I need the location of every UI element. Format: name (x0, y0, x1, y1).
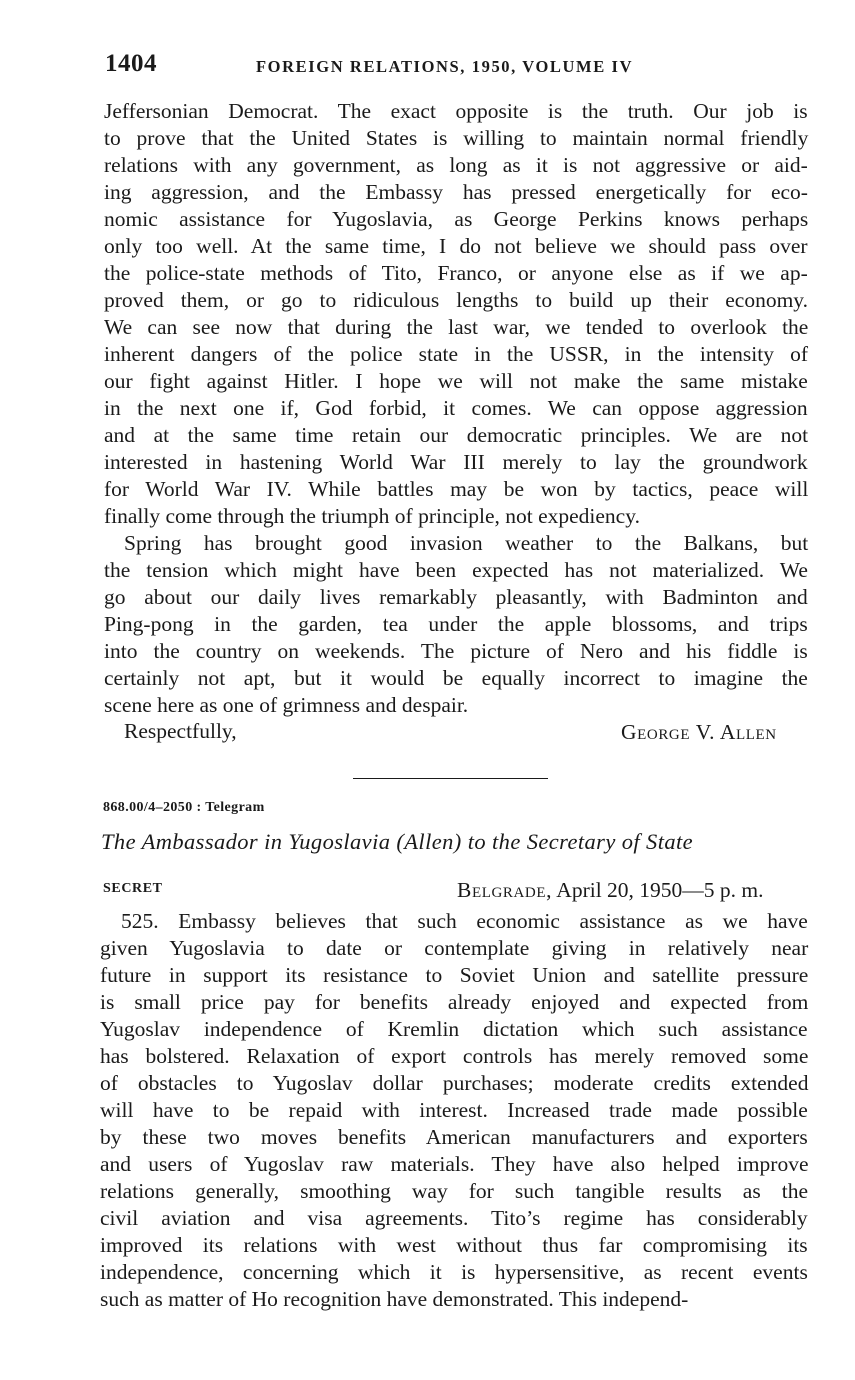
letter-line: proved them, or go to ridiculous lengths to build up their economy. (104, 288, 809, 312)
letter-line: relations with any government, as long as it is not aggressive or aid- (104, 153, 808, 177)
telegram-line: given Yugoslavia to date or contemplate giving in relatively near (100, 936, 809, 960)
section-divider (353, 778, 548, 779)
letter-line: finally come through the triumph of principle, not expediency. (104, 504, 640, 528)
letter-line: in the next one if, God forbid, it comes. We can oppose aggression (104, 396, 808, 420)
letter-line: nomic assistance for Yugoslavia, as George Perkins knows perhaps (104, 207, 809, 231)
telegram-line: improved its relations with west without thus far compromising its (100, 1233, 808, 1257)
dateline (457, 878, 764, 903)
dateline-place: Belgrade, (457, 878, 553, 902)
letter-line: We can see now that during the last war, we tended to overlook the (104, 315, 809, 339)
telegram-line: future in support its resistance to Soviet Union and satellite pressure (100, 963, 809, 987)
telegram-line: will have to be repaid with interest. Increased trade made possible (100, 1098, 808, 1122)
telegram-line: Yugoslav independence of Kremlin dictation which such assistance (100, 1017, 808, 1041)
letter-line: scene here as one of grimness and despair. (104, 693, 469, 717)
telegram-line: by these two moves benefits American manufacturers and exporters (100, 1125, 808, 1149)
letter-line: only too well. At the same time, I do not believe we should pass over (104, 234, 808, 258)
telegram-line: 525. Embassy believes that such economic assistance as we have (121, 909, 808, 933)
letter-line: ing aggression, and the Embassy has pressed energetically for eco- (104, 180, 808, 204)
telegram-line: independence, concerning which it is hypersensitive, as recent events (100, 1260, 808, 1284)
letter-line: the tension which might have been expected has not materialized. We (104, 558, 808, 582)
letter-line: inherent dangers of the police state in the USSR, in the intensity of (104, 342, 809, 366)
letter-line: for World War IV. While battles may be won by tactics, peace will (104, 477, 809, 501)
letter-line: into the country on weekends. The picture of Nero and his fiddle is (104, 639, 808, 663)
running-head (103, 50, 803, 80)
letter-line: and at the same time retain our democratic principles. We are not (104, 423, 809, 447)
letter-signature: George V. Allen (621, 720, 777, 744)
telegram-line: is small price pay for benefits already enjoyed and expected from (100, 990, 809, 1014)
letter-line: Ping-pong in the garden, tea under the apple blossoms, and trips (104, 612, 808, 636)
letter-closing: Respectfully, (124, 719, 237, 743)
letter-line: go about our daily lives remarkably pleasantly, with Badminton and (104, 585, 808, 609)
telegram-line: has bolstered. Relaxation of export controls has merely removed some (100, 1044, 809, 1068)
telegram-line: civil aviation and visa agreements. Tito’s regime has considerably (100, 1206, 808, 1230)
dateline-date: April 20, 1950—5 p. m. (552, 878, 764, 902)
letter-line: certainly not apt, but it would be equally incorrect to imagine the (104, 666, 808, 690)
document-title: The Ambassador in Yugoslavia (Allen) to the Secretary of State (101, 829, 694, 854)
letter-line: Spring has brought good invasion weather to the Balkans, but (124, 531, 809, 555)
telegram-line: relations generally, smoothing way for such tangible results as the (100, 1179, 809, 1203)
classification-marking: SECRET (103, 881, 163, 896)
letter-line: Jeffersonian Democrat. The exact opposite is the truth. Our job is (104, 99, 808, 123)
letter-line: interested in hastening World War III merely to lay the groundwork (104, 450, 808, 474)
telegram-line: of obstacles to Yugoslav dollar purchases; moderate credits extended (100, 1071, 809, 1095)
telegram-line: and users of Yugoslav raw materials. They have also helped improve (100, 1152, 809, 1176)
letter-line: our fight against Hitler. I hope we will not make the same mistake (104, 369, 808, 393)
file-reference: 868.00/4–2050 : Telegram (103, 800, 265, 815)
letter-line: to prove that the United States is willing to maintain normal friendly (104, 126, 809, 150)
letter-line: the police-state methods of Tito, Franco, or anyone else as if we ap- (104, 261, 808, 285)
book-title: FOREIGN RELATIONS, 1950, VOLUME IV (256, 57, 634, 76)
telegram-line: such as matter of Ho recognition have demonstrated. This independ- (100, 1287, 689, 1311)
page-number: 1404 (105, 50, 157, 77)
